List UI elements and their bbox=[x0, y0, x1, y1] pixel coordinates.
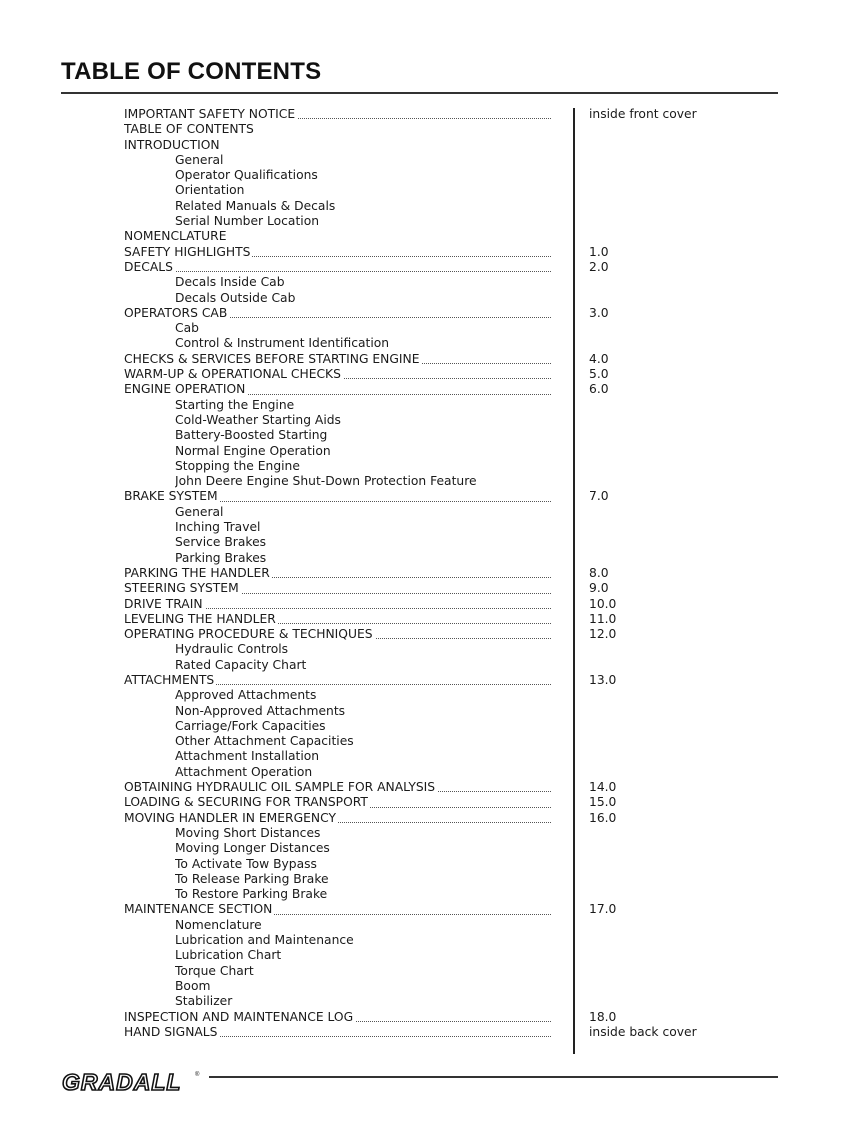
toc-entry-label: Other Attachment Capacities bbox=[175, 734, 354, 749]
toc-entry-label-wrap bbox=[124, 367, 551, 382]
toc-entry-label: Service Brakes bbox=[175, 535, 267, 550]
toc-entry-label-wrap bbox=[175, 979, 212, 994]
toc-entry-label: General bbox=[175, 152, 224, 167]
toc-entry-label: OPERATORS CAB bbox=[124, 305, 228, 320]
page-title: TABLE OF CONTENTS bbox=[61, 58, 322, 85]
toc-entry-page: 8.0 bbox=[589, 565, 609, 580]
toc-entry bbox=[124, 673, 724, 688]
toc-subentry bbox=[124, 551, 724, 566]
toc-entry-label-wrap bbox=[175, 857, 319, 872]
toc-entry-page: 18.0 bbox=[589, 1009, 617, 1024]
toc-entry bbox=[124, 581, 724, 596]
toc-subentry bbox=[124, 704, 724, 719]
toc-entry-page: 15.0 bbox=[589, 795, 617, 810]
toc-entry-label: LEVELING THE HANDLER bbox=[124, 611, 276, 626]
toc-entry-page: 2.0 bbox=[589, 259, 609, 274]
toc-entry-label: IMPORTANT SAFETY NOTICE bbox=[124, 107, 296, 121]
toc-entry-label-wrap bbox=[124, 489, 551, 504]
toc-entry-label: Operator Qualifications bbox=[175, 168, 318, 183]
toc-entry-label-wrap bbox=[124, 612, 551, 627]
toc-subentry bbox=[124, 168, 724, 183]
toc-subentry bbox=[124, 398, 724, 413]
toc-entry-label: To Restore Parking Brake bbox=[175, 887, 328, 902]
toc-entry-page: 6.0 bbox=[589, 382, 609, 397]
toc-entry-label-wrap bbox=[175, 153, 225, 168]
toc-entry-label: MAINTENANCE SECTION bbox=[124, 902, 273, 917]
toc-entry bbox=[124, 566, 724, 581]
toc-entry-label-wrap bbox=[124, 1010, 551, 1025]
toc-entry-label: Nomenclature bbox=[175, 917, 262, 932]
toc-entry bbox=[124, 229, 724, 244]
toc-subentry bbox=[124, 642, 724, 657]
toc-entry bbox=[124, 367, 724, 382]
toc-subentry bbox=[124, 199, 724, 214]
toc-entry-page: 11.0 bbox=[589, 611, 617, 626]
toc-entry-label-wrap bbox=[175, 214, 321, 229]
toc-subentry bbox=[124, 964, 724, 979]
toc-entry bbox=[124, 612, 724, 627]
toc-entry-label: Parking Brakes bbox=[175, 550, 267, 565]
toc-subentry bbox=[124, 719, 724, 734]
toc-entry-label-wrap bbox=[175, 275, 287, 290]
toc-entry-page: 13.0 bbox=[589, 672, 617, 687]
toc-subentry bbox=[124, 214, 724, 229]
toc-entry-label-wrap bbox=[124, 138, 551, 153]
toc-entry-label: Approved Attachments bbox=[175, 688, 317, 703]
toc-entry-label: DECALS bbox=[124, 259, 173, 274]
toc-subentry bbox=[124, 765, 724, 780]
toc-entry-label-wrap bbox=[175, 444, 333, 459]
table-of-contents bbox=[124, 107, 724, 1040]
toc-subentry bbox=[124, 535, 724, 550]
toc-subentry bbox=[124, 826, 724, 841]
toc-entry-label: Attachment Operation bbox=[175, 764, 313, 779]
toc-subentry bbox=[124, 183, 724, 198]
toc-entry-label-wrap bbox=[175, 336, 391, 351]
toc-entry-label-wrap bbox=[175, 520, 262, 535]
gradall-logo-text: GRADALL bbox=[62, 1069, 182, 1095]
toc-entry-label: MOVING HANDLER IN EMERGENCY bbox=[124, 810, 336, 825]
toc-subentry bbox=[124, 749, 724, 764]
toc-entry-page: 14.0 bbox=[589, 780, 617, 795]
dot-leader bbox=[124, 271, 551, 272]
toc-entry-label-wrap bbox=[124, 107, 551, 122]
toc-entry-label-wrap bbox=[175, 474, 479, 489]
toc-entry-label-wrap bbox=[124, 597, 551, 612]
toc-entry bbox=[124, 489, 724, 504]
toc-entry-page: 3.0 bbox=[589, 305, 609, 320]
toc-entry-label-wrap bbox=[175, 398, 296, 413]
toc-entry-label: DRIVE TRAIN bbox=[124, 596, 203, 611]
toc-entry-label: Stopping the Engine bbox=[175, 458, 300, 473]
toc-entry-page: inside front cover bbox=[589, 107, 697, 121]
toc-entry-label-wrap bbox=[124, 795, 551, 810]
toc-entry-label-wrap bbox=[124, 260, 551, 275]
toc-entry-label-wrap bbox=[175, 964, 256, 979]
toc-entry-label: Decals Inside Cab bbox=[175, 275, 285, 290]
toc-subentry bbox=[124, 505, 724, 520]
toc-entry-label-wrap bbox=[175, 704, 347, 719]
toc-entry-label: PARKING THE HANDLER bbox=[124, 565, 270, 580]
toc-entry-page: 7.0 bbox=[589, 489, 609, 504]
toc-entry-label-wrap bbox=[124, 780, 551, 795]
toc-entry-label: Boom bbox=[175, 978, 211, 993]
toc-entry-label: Hydraulic Controls bbox=[175, 642, 289, 657]
toc-entry-label-wrap bbox=[124, 673, 551, 688]
title-divider bbox=[61, 92, 778, 94]
toc-subentry bbox=[124, 459, 724, 474]
toc-subentry bbox=[124, 994, 724, 1009]
toc-entry-label-wrap bbox=[124, 122, 551, 137]
toc-entry-label: Starting the Engine bbox=[175, 397, 295, 412]
toc-subentry bbox=[124, 153, 724, 168]
toc-entry-label: To Activate Tow Bypass bbox=[175, 856, 317, 871]
toc-entry-label-wrap bbox=[175, 199, 337, 214]
toc-entry bbox=[124, 1025, 724, 1040]
toc-entry-label: Carriage/Fork Capacities bbox=[175, 718, 326, 733]
toc-entry-page: 5.0 bbox=[589, 367, 609, 382]
toc-entry-label: NOMENCLATURE bbox=[124, 229, 227, 244]
toc-entry-label: ATTACHMENTS bbox=[124, 672, 215, 687]
toc-subentry bbox=[124, 979, 724, 994]
page-column-divider bbox=[573, 108, 575, 1054]
toc-subentry bbox=[124, 444, 724, 459]
toc-entry-label-wrap bbox=[175, 658, 308, 673]
toc-entry-label: INSPECTION AND MAINTENANCE LOG bbox=[124, 1009, 354, 1024]
gradall-logo bbox=[60, 1067, 202, 1097]
toc-entry-label: Cab bbox=[175, 321, 199, 336]
toc-entry-label-wrap bbox=[175, 826, 322, 841]
toc-entry-label: To Release Parking Brake bbox=[175, 871, 329, 886]
toc-subentry bbox=[124, 688, 724, 703]
toc-entry-label: Lubrication and Maintenance bbox=[175, 933, 354, 948]
toc-entry bbox=[124, 795, 724, 810]
toc-subentry bbox=[124, 336, 724, 351]
toc-entry-page: 12.0 bbox=[589, 627, 617, 642]
toc-entry bbox=[124, 122, 724, 137]
toc-entry-label: BRAKE SYSTEM bbox=[124, 489, 218, 504]
toc-subentry bbox=[124, 291, 724, 306]
toc-entry bbox=[124, 245, 724, 260]
toc-subentry bbox=[124, 321, 724, 336]
toc-entry-label: Non-Approved Attachments bbox=[175, 703, 346, 718]
toc-entry-page: inside back cover bbox=[589, 1024, 697, 1039]
toc-entry-label: Control & Instrument Identification bbox=[175, 336, 390, 351]
toc-entry bbox=[124, 138, 724, 153]
toc-entry bbox=[124, 352, 724, 367]
toc-entry-label-wrap bbox=[175, 841, 332, 856]
toc-subentry bbox=[124, 948, 724, 963]
toc-entry bbox=[124, 382, 724, 397]
toc-entry-label-wrap bbox=[175, 688, 318, 703]
toc-subentry bbox=[124, 734, 724, 749]
toc-entry-label: HAND SIGNALS bbox=[124, 1024, 218, 1039]
toc-entry bbox=[124, 306, 724, 321]
toc-entry-label-wrap bbox=[175, 183, 246, 198]
toc-entry-label: SAFETY HIGHLIGHTS bbox=[124, 244, 251, 259]
toc-subentry bbox=[124, 275, 724, 290]
toc-entry-label: Moving Longer Distances bbox=[175, 841, 330, 856]
toc-subentry bbox=[124, 872, 724, 887]
toc-entry-label-wrap bbox=[175, 459, 302, 474]
toc-entry-label-wrap bbox=[175, 168, 320, 183]
toc-entry-label-wrap bbox=[124, 811, 551, 826]
toc-entry-page: 16.0 bbox=[589, 810, 617, 825]
toc-entry-label-wrap bbox=[175, 994, 234, 1009]
toc-entry-label: INTRODUCTION bbox=[124, 137, 220, 152]
toc-entry-label-wrap bbox=[175, 291, 297, 306]
toc-entry bbox=[124, 902, 724, 917]
toc-entry-label: Normal Engine Operation bbox=[175, 443, 331, 458]
toc-entry-label-wrap bbox=[175, 765, 314, 780]
toc-entry-label: TABLE OF CONTENTS bbox=[124, 122, 254, 137]
footer-divider bbox=[209, 1076, 778, 1078]
toc-subentry bbox=[124, 658, 724, 673]
toc-subentry bbox=[124, 520, 724, 535]
toc-entry-label-wrap bbox=[175, 505, 225, 520]
toc-entry-label: LOADING & SECURING FOR TRANSPORT bbox=[124, 795, 368, 810]
toc-entry-label-wrap bbox=[124, 306, 551, 321]
toc-entry-label-wrap bbox=[175, 551, 268, 566]
toc-entry-label: Related Manuals & Decals bbox=[175, 198, 336, 213]
toc-entry-label-wrap bbox=[124, 229, 551, 244]
toc-entry-label: OPERATING PROCEDURE & TECHNIQUES bbox=[124, 627, 373, 642]
toc-entry-label-wrap bbox=[175, 887, 329, 902]
toc-subentry bbox=[124, 413, 724, 428]
toc-entry-page: 9.0 bbox=[589, 581, 609, 596]
toc-entry-label-wrap bbox=[175, 535, 268, 550]
svg-text:®: ® bbox=[195, 1072, 200, 1078]
toc-entry-label: Cold-Weather Starting Aids bbox=[175, 412, 341, 427]
toc-entry-label: Attachment Installation bbox=[175, 749, 320, 764]
toc-entry-page: 4.0 bbox=[589, 351, 609, 366]
toc-entry-label-wrap bbox=[175, 933, 356, 948]
toc-entry-label: Inching Travel bbox=[175, 520, 261, 535]
toc-entry-label: Lubrication Chart bbox=[175, 948, 282, 963]
toc-entry-label-wrap bbox=[175, 918, 264, 933]
toc-entry bbox=[124, 1010, 724, 1025]
toc-subentry bbox=[124, 918, 724, 933]
toc-subentry bbox=[124, 474, 724, 489]
toc-entry bbox=[124, 780, 724, 795]
toc-subentry bbox=[124, 857, 724, 872]
toc-entry-label-wrap bbox=[175, 413, 343, 428]
toc-entry-label: Decals Outside Cab bbox=[175, 290, 296, 305]
toc-entry-label: Battery-Boosted Starting bbox=[175, 428, 328, 443]
toc-entry-label: General bbox=[175, 504, 224, 519]
toc-entry-page: 10.0 bbox=[589, 596, 617, 611]
toc-entry-label-wrap bbox=[175, 749, 321, 764]
toc-entry-label-wrap bbox=[124, 566, 551, 581]
toc-subentry bbox=[124, 887, 724, 902]
toc-entry-label: STEERING SYSTEM bbox=[124, 581, 239, 596]
toc-entry-label-wrap bbox=[175, 948, 283, 963]
toc-entry-label: CHECKS & SERVICES BEFORE STARTING ENGINE bbox=[124, 351, 420, 366]
toc-entry-label: Serial Number Location bbox=[175, 214, 320, 229]
toc-subentry bbox=[124, 933, 724, 948]
toc-subentry bbox=[124, 841, 724, 856]
toc-entry-label: Stabilizer bbox=[175, 994, 233, 1009]
toc-entry-label-wrap bbox=[124, 382, 551, 397]
toc-entry-label-wrap bbox=[124, 1025, 551, 1040]
toc-entry-label: OBTAINING HYDRAULIC OIL SAMPLE FOR ANALYSIS bbox=[124, 780, 436, 795]
toc-entry-label-wrap bbox=[175, 428, 329, 443]
toc-entry-label: Torque Chart bbox=[175, 963, 254, 978]
toc-entry-label-wrap bbox=[175, 734, 356, 749]
toc-entry bbox=[124, 260, 724, 275]
toc-entry-label: Orientation bbox=[175, 183, 245, 198]
toc-entry-label: ENGINE OPERATION bbox=[124, 382, 246, 397]
toc-entry-page: 17.0 bbox=[589, 902, 617, 917]
toc-entry-label: John Deere Engine Shut-Down Protection Feature bbox=[175, 474, 477, 489]
toc-entry bbox=[124, 597, 724, 612]
toc-subentry bbox=[124, 428, 724, 443]
toc-entry-label: Rated Capacity Chart bbox=[175, 657, 307, 672]
toc-entry bbox=[124, 107, 724, 122]
toc-entry-label: Moving Short Distances bbox=[175, 825, 321, 840]
toc-entry-label-wrap bbox=[124, 627, 551, 642]
toc-entry-label: WARM-UP & OPERATIONAL CHECKS bbox=[124, 367, 341, 382]
toc-entry-label-wrap bbox=[124, 902, 551, 917]
toc-entry-label-wrap bbox=[124, 352, 551, 367]
toc-entry-label-wrap bbox=[175, 719, 328, 734]
toc-entry-page: 1.0 bbox=[589, 244, 609, 259]
toc-entry bbox=[124, 811, 724, 826]
toc-entry-label-wrap bbox=[124, 245, 551, 260]
toc-entry bbox=[124, 627, 724, 642]
toc-entry-label-wrap bbox=[175, 872, 331, 887]
toc-entry-label-wrap bbox=[124, 581, 551, 596]
toc-entry-label-wrap bbox=[175, 321, 201, 336]
toc-entry-label-wrap bbox=[175, 642, 290, 657]
